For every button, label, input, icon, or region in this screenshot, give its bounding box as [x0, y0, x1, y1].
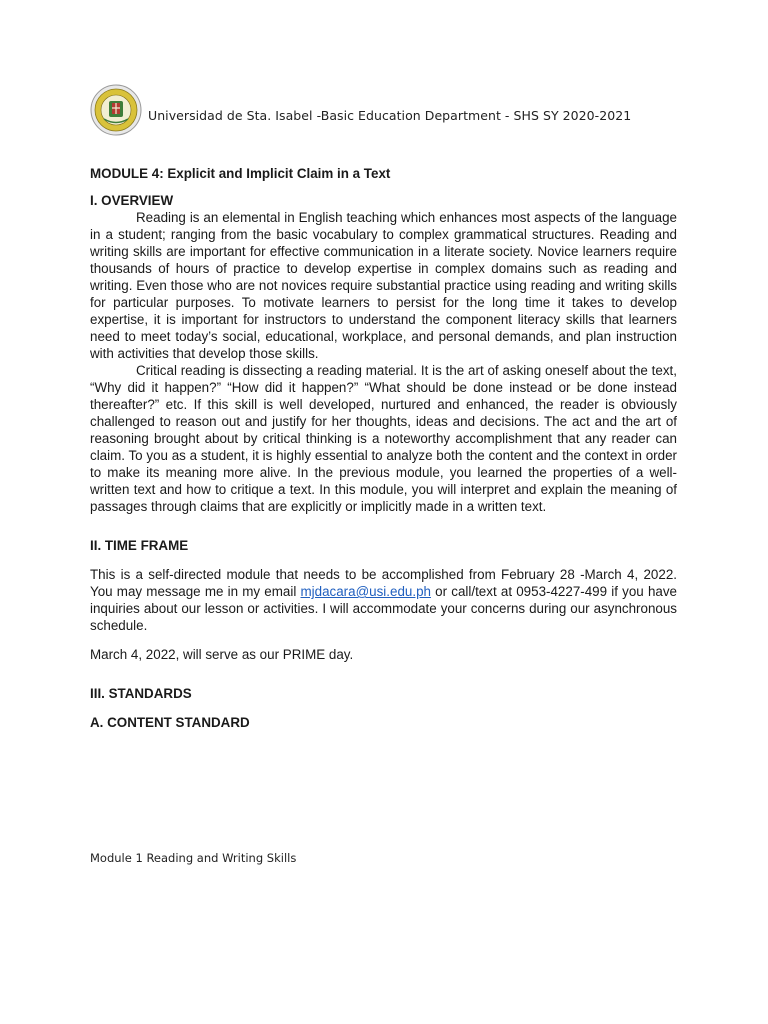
school-seal-logo: [90, 84, 142, 136]
time-frame-text-1: This is a self-directed module that needs to be accomplished from February 28 -March 4, 2022. You may message me in my email: [90, 567, 677, 599]
document-header: [90, 70, 631, 150]
time-frame-text-2: or call/text at 0953-4227-499 if you have inquiries about our lesson or activities. I will accommodate your concerns during our asynchronous schedule.: [90, 584, 677, 633]
prime-day-text: March 4, 2022, will serve as our PRIME day.: [90, 647, 354, 662]
email-link[interactable]: mjdacara@usi.edu.ph: [300, 584, 431, 599]
time-frame-paragraph: [90, 566, 677, 634]
school-header-text: Universidad de Sta. Isabel -Basic Education Department - SHS SY 2020-2021: [148, 107, 632, 123]
content-standard-heading: A. CONTENT STANDARD: [90, 715, 250, 730]
overview-paragraph-1: Reading is an elemental in English teaching which enhances most aspects of the language in a student; ranging from the basic vocabulary to complex grammatical structures. Reading and writing skills are important for effective communication in a literate society. Novice learners require thousands of hours of practice to develop expertise in complex domains such as reading and writing. Even those who are not novices require substantial practice using reading and writing skills for particular purposes. To motivate learners to persist for the long time it takes to develop expertise, it is important for instructors to understand the component literacy skills that learners need to meet today’s social, educational, workplace, and personal demands, and plan instruction with activities that develop those skills.: [90, 210, 677, 361]
standards-heading: III. STANDARDS: [90, 686, 192, 701]
time-frame-heading: II. TIME FRAME: [90, 538, 189, 553]
module-body: [90, 165, 677, 731]
module-title: MODULE 4: Explicit and Implicit Claim in a Text: [90, 166, 391, 181]
overview-heading: I. OVERVIEW: [90, 193, 174, 208]
page-footer: Module 1 Reading and Writing Skills: [90, 851, 297, 865]
overview-paragraph-2: Critical reading is dissecting a reading material. It is the art of asking oneself about the text, “Why did it happen?” “How did it happen?” “What should be done instead or be done instead thereafter?” etc. If this skill is well developed, nurtured and enhanced, the reader is obviously challenged to reason out and justify for her thoughts, ideas and decisions. The act and the art of reasoning brought about by critical thinking is a noteworthy accomplishment that any reader can claim. To you as a student, it is highly essential to analyze both the content and the context in order to make its meaning more alive. In the previous module, you learned the properties of a well-written text and how to critique a text. In this module, you will interpret and explain the meaning of passages through claims that are explicitly or implicitly made in a written text.: [90, 363, 677, 514]
